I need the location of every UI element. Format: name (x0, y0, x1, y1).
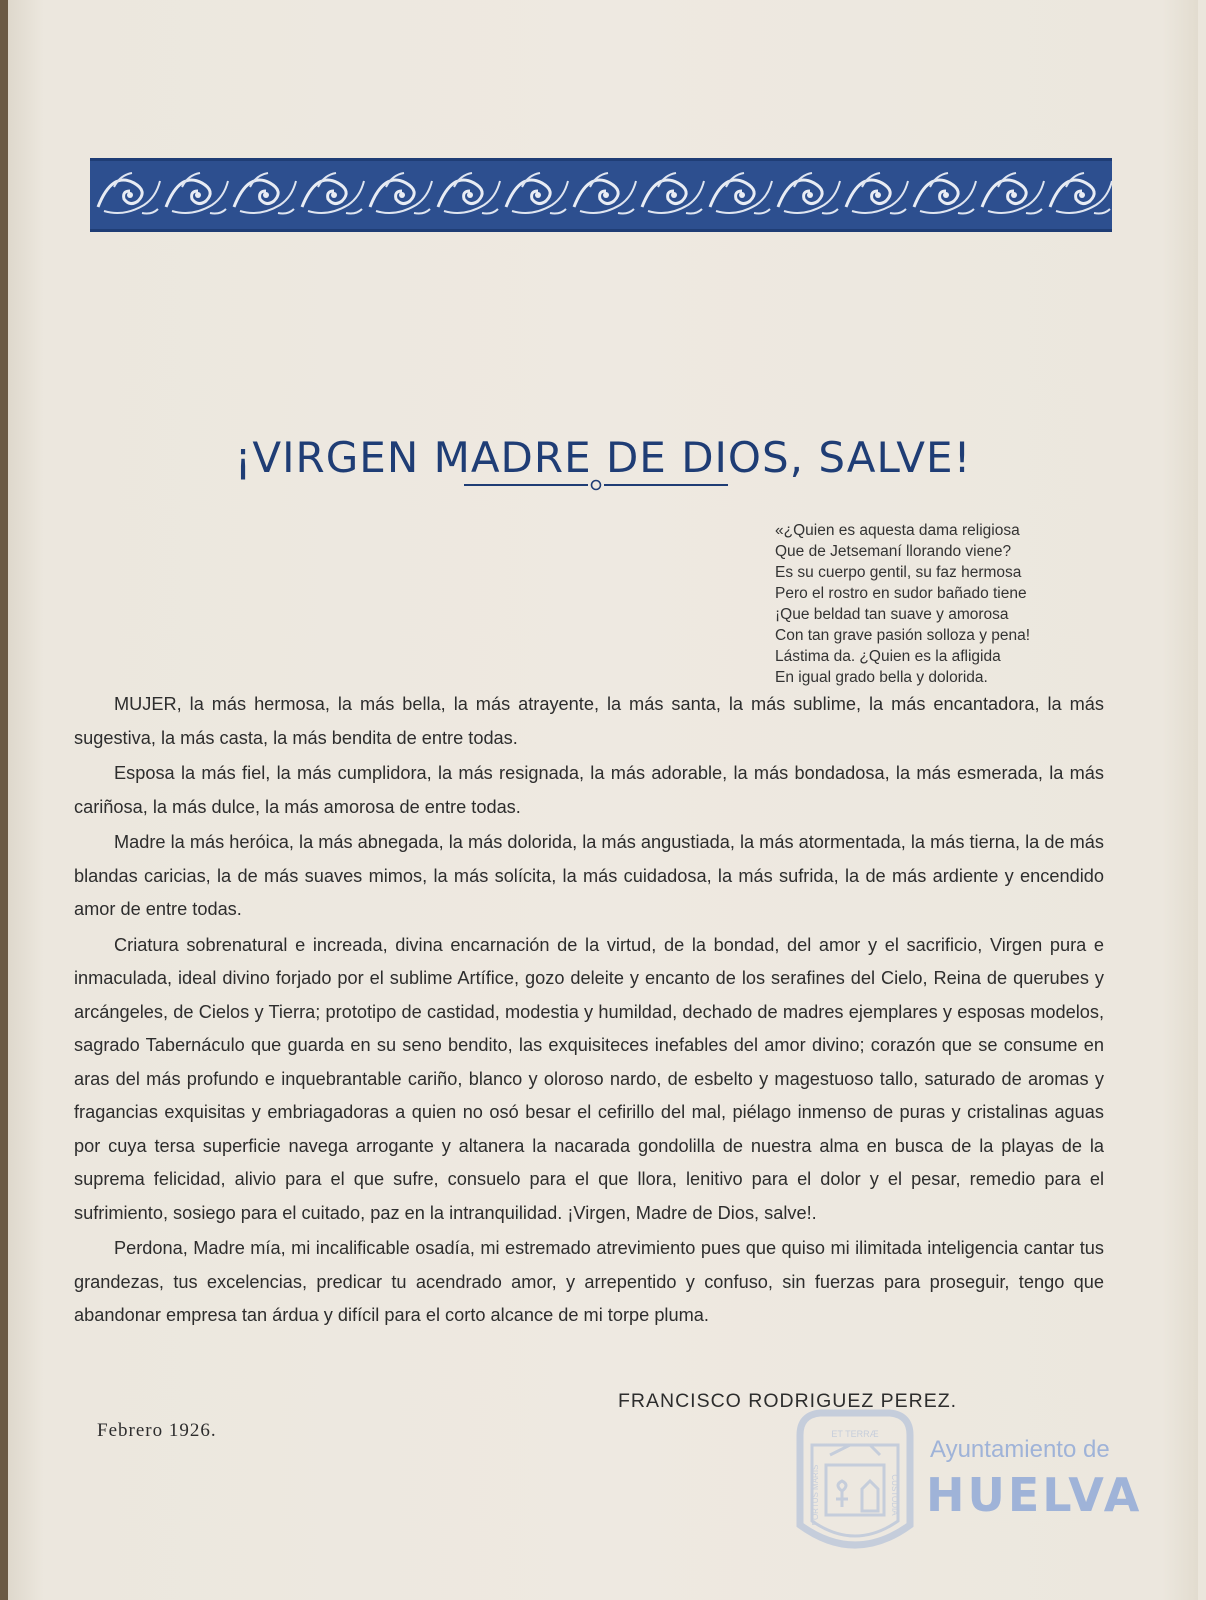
scroll-motif (710, 173, 772, 214)
scroll-motif (778, 173, 840, 214)
epigraph-line: Pero el rostro en sudor bañado tiene (775, 585, 1027, 602)
body-paragraph: Madre la más heróica, la más abnegada, la más dolorida, la más angustiada, la más atormentada, la más tierna, la de más blandas caricias, la de más suaves mimos, la más solícita, la más cuidadosa, la más sufrida, la de más ardiente y encendido amor de entre todas. (74, 832, 1104, 919)
title-divider (464, 478, 728, 492)
scroll-motif (302, 173, 364, 214)
ornamental-border-band (90, 158, 1112, 232)
watermark-label: Ayuntamiento de (930, 1436, 1110, 1463)
epigraph-line: ¡Que beldad tan suave y amorosa (775, 606, 1009, 623)
seal-top-text: ET TERRÆ (831, 1429, 879, 1439)
scroll-motif (506, 173, 568, 214)
body-paragraph: MUJER, la más hermosa, la más bella, la más atrayente, la más santa, la más sublime, la más encantadora, la más sugestiva, la más casta, la más bendita de entre todas. (74, 694, 1104, 748)
scroll-motif (234, 173, 296, 214)
page-title: ¡VIRGEN MADRE DE DIOS, SALVE! (234, 433, 972, 483)
scroll-motif (370, 173, 432, 214)
article-body (74, 688, 1104, 1335)
acanthus-scroll-ornament (90, 161, 1112, 223)
epigraph-line: «¿Quien es aquesta dama religiosa (775, 522, 1020, 539)
body-paragraph: Esposa la más fiel, la más cumplidora, la más resignada, la más adorable, la más bondadosa, la más esmerada, la más cariñosa, la más dulce, la más amorosa de entre todas. (74, 763, 1104, 817)
article-date: Febrero 1926. (97, 1420, 217, 1441)
body-paragraph: Criatura sobrenatural e increada, divina encarnación de la virtud, de la bondad, del amor y el sacrificio, Virgen pura e inmaculada, ideal divino forjado por el sublime Artífice, gozo deleite y encanto de los serafines del Cielo, Reina de querubes y arcángeles, de Cielos y Tierra; prototipo de castidad, modestia y humildad, dechado de madres ejemplares y esposas modelos, sagrado Tabernáculo que guarda en su seno bendito, las exquisiteces inefables del amor divino; corazón que se consume en aras del más profundo e inquebrantable cariño, blanco y oloroso nardo, de esbelto y magestuoso tallo, saturado de aromas y fragancias exquisitas y embriagadoras a quien no osó besar el cefirillo del mal, piélago inmenso de puras y cristalinas aguas por cuya tersa superficie navega arrogante y altanera la nacarada gondolilla de nuestra alma en busca de la playas de la suprema felicidad, alivio para el que sufre, consuelo para el que llora, lenitivo para el dolor y el pesar, remedio para el sufrimiento, sosiego para el cuitado, paz en la intranquilidad. ¡Virgen, Madre de Dios, salve!. (74, 934, 1104, 1223)
scroll-motif (438, 173, 500, 214)
scroll-motif (914, 173, 976, 214)
epigraph-verse (775, 520, 1075, 688)
epigraph-line: Es su cuerpo gentil, su faz hermosa (775, 564, 1022, 581)
seal-left-text: PORTUS MARIS (811, 1464, 820, 1526)
scroll-motif (166, 173, 228, 214)
epigraph-line: Que de Jetsemaní llorando viene? (775, 543, 1012, 560)
epigraph-line: En igual grado bella y dolorida. (775, 669, 988, 686)
author-signature: FRANCISCO RODRIGUEZ PEREZ. (618, 1390, 958, 1412)
seal-right-text: CUSTODIA (890, 1474, 899, 1516)
scroll-motif (574, 173, 636, 214)
scroll-motif (846, 173, 908, 214)
body-paragraph: Perdona, Madre mía, mi incalificable osadía, mi estremado atrevimiento pues que quiso mi ilimitada inteligencia cantar tus grandezas, tus excelencias, predicar tu acendrado amor, y arrepentido y confuso, sin fuerzas para proseguir, tengo que abandonar empresa tan árdua y difícil para el corto alcance de mi torpe pluma. (74, 1238, 1104, 1325)
watermark-city: HUELVA (926, 1468, 1143, 1522)
book-spine (0, 0, 8, 1600)
scroll-motif (642, 173, 704, 214)
scroll-motif (1050, 173, 1112, 214)
epigraph-line: Lástima da. ¿Quien es la afligida (775, 648, 1001, 665)
epigraph-line: Con tan grave pasión solloza y pena! (775, 627, 1031, 644)
scroll-motif (982, 173, 1044, 214)
scroll-motif (98, 173, 160, 214)
